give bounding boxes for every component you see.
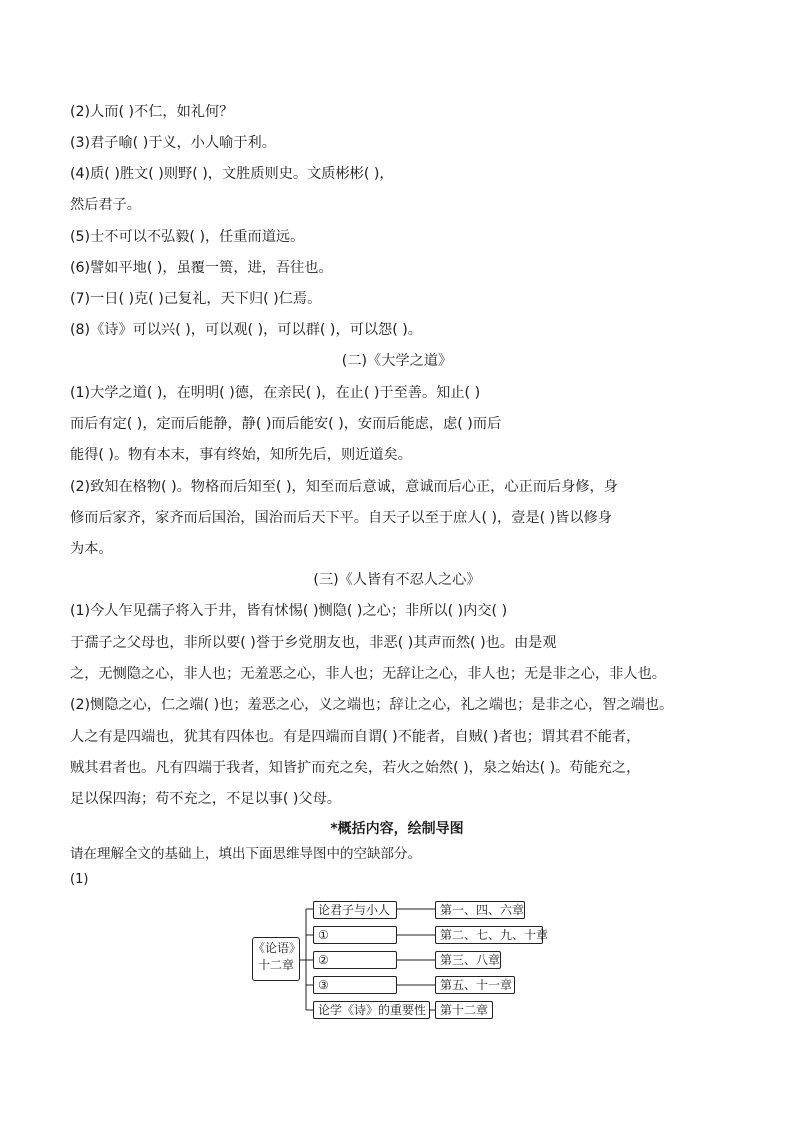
mindmap-blank-box: ①: [313, 926, 397, 944]
mindmap-chapter-box: 第一、四、六章: [435, 901, 525, 919]
mindmap-chapter-box: 第十二章: [435, 1001, 493, 1019]
text-line: 人之有是四端也，犹其有四体也。有是四端而自谓( )不能者，自贼( )者也；谓其君不能者，: [70, 729, 641, 745]
text-line: 贼其君者也。凡有四端于我者，知皆扩而充之矣，若火之始然( )，泉之始达( )。苟能充之，: [70, 760, 641, 776]
mindmap-root-line: 《论语》: [253, 941, 302, 955]
mindmap-root: [252, 937, 300, 981]
text-line: (1)大学之道( )，在明明( )德，在亲民( )，在止( )于至善。知止( ): [70, 385, 481, 401]
task-title: *概括内容，绘制导图: [330, 821, 464, 837]
text-line: 足以保四海；苟不充之，不足以事( )父母。: [70, 791, 341, 807]
mindmap-branch-box: 论君子与小人: [313, 901, 397, 919]
mindmap-blank-box: ③: [313, 976, 397, 994]
text-line: (2)恻隐之心，仁之端( )也；羞恶之心，义之端也；辞让之心，礼之端也；是非之心，智之端也。: [70, 697, 674, 713]
text-line: 能得( )。物有本末，事有终始，知所先后，则近道矣。: [70, 447, 412, 463]
text-line: (8)《诗》可以兴( )，可以观( )，可以群( )，可以怨( )。: [70, 322, 422, 338]
text-line: 而后有定( )，定而后能静，静( )而后能安( )，安而后能虑，虑( )而后: [70, 416, 502, 432]
mindmap-branch-box: 论学《诗》的重要性: [313, 1001, 430, 1019]
text-line: 为本。: [70, 541, 113, 557]
mindmap-chapter-box: 第二、七、九、十章: [435, 926, 543, 944]
text-line: 修而后家齐，家齐而后国治，国治而后天下平。自天子以至于庶人( )，壹是( )皆以修身: [70, 510, 612, 526]
text-line: (1)今人乍见孺子将入于井，皆有怵惕( )恻隐( )之心；非所以( )内交( ): [70, 603, 508, 619]
text-line: (2)人而( )不仁，如礼何？: [70, 104, 234, 120]
mindmap-chapter-box: 第五、十一章: [435, 976, 515, 994]
text-line: (3)君子喻( )于义，小人喻于利。: [70, 135, 276, 151]
text-line: (7)一日( )克( )己复礼，天下归( )仁焉。: [70, 291, 322, 307]
mindmap-root-line: 十二章: [257, 958, 294, 972]
text-line: 然后君子。: [70, 197, 141, 213]
text-line: (5)士不可以不弘毅( )，任重而道远。: [70, 229, 305, 245]
text-line: 之，无恻隐之心，非人也；无羞恶之心，非人也；无辞让之心，非人也；无是非之心，非人也。: [70, 666, 666, 682]
mindmap-blank-box: ②: [313, 951, 397, 969]
text-line: (4)质( )胜文( )则野( )，文胜质则史。文质彬彬( )，: [70, 166, 394, 182]
text-line: (2)致知在格物( )。物格而后知至( )，知至而后意诚，意诚而后心正，心正而后身修，身: [70, 479, 618, 495]
task-number: (1): [70, 872, 89, 887]
section-title: (二)《大学之道》: [341, 353, 453, 369]
task-instruction: 请在理解全文的基础上，填出下面思维导图中的空缺部分。: [70, 846, 421, 862]
text-line: (6)譬如平地( )，虽覆一篑，进，吾往也。: [70, 260, 333, 276]
mindmap-chapter-box: 第三、八章: [435, 951, 501, 969]
section-title: (三)《人皆有不忍人之心》: [313, 572, 481, 588]
text-line: 于孺子之父母也，非所以要( )誉于乡党朋友也，非恶( )其声而然( )也。由是观: [70, 635, 557, 651]
